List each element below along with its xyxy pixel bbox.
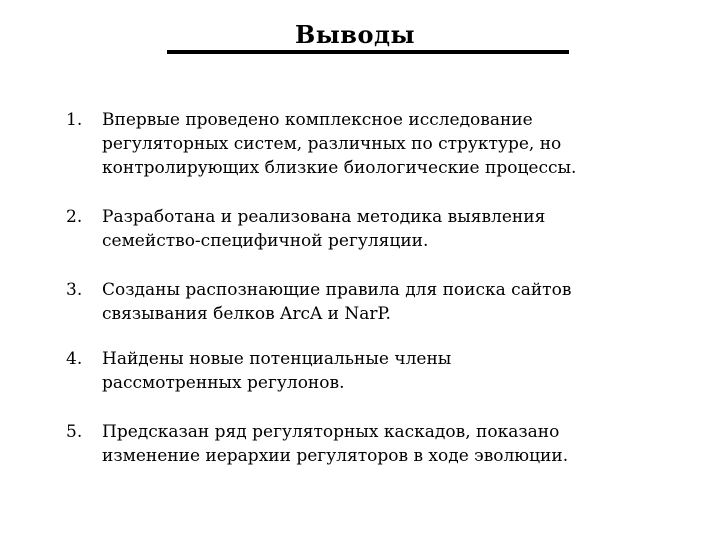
item-number: 4. bbox=[66, 349, 83, 369]
item-number: 1. bbox=[66, 110, 83, 130]
item-text: Предсказан ряд регуляторных каскадов, показано изменение иерархии регуляторов в ходе эволюции. bbox=[102, 422, 569, 466]
item-text: Разработана и реализована методика выявления семейство-специфичной регуляции. bbox=[102, 207, 546, 251]
item-text: Созданы распознающие правила для поиска сайтов связывания белков ArcA и NarP. bbox=[102, 280, 572, 324]
item-text: Впервые проведено комплексное исследование регуляторных систем, различных по структуре, но контролирующих близкие биологические процессы. bbox=[102, 110, 577, 178]
item-number: 2. bbox=[66, 207, 83, 227]
item-number: 3. bbox=[66, 280, 83, 300]
slide-title: Выводы bbox=[294, 20, 416, 49]
title-underline bbox=[167, 50, 569, 54]
item-number: 5. bbox=[66, 422, 83, 442]
item-text: Найдены новые потенциальные члены рассмотренных регулонов. bbox=[102, 349, 452, 393]
